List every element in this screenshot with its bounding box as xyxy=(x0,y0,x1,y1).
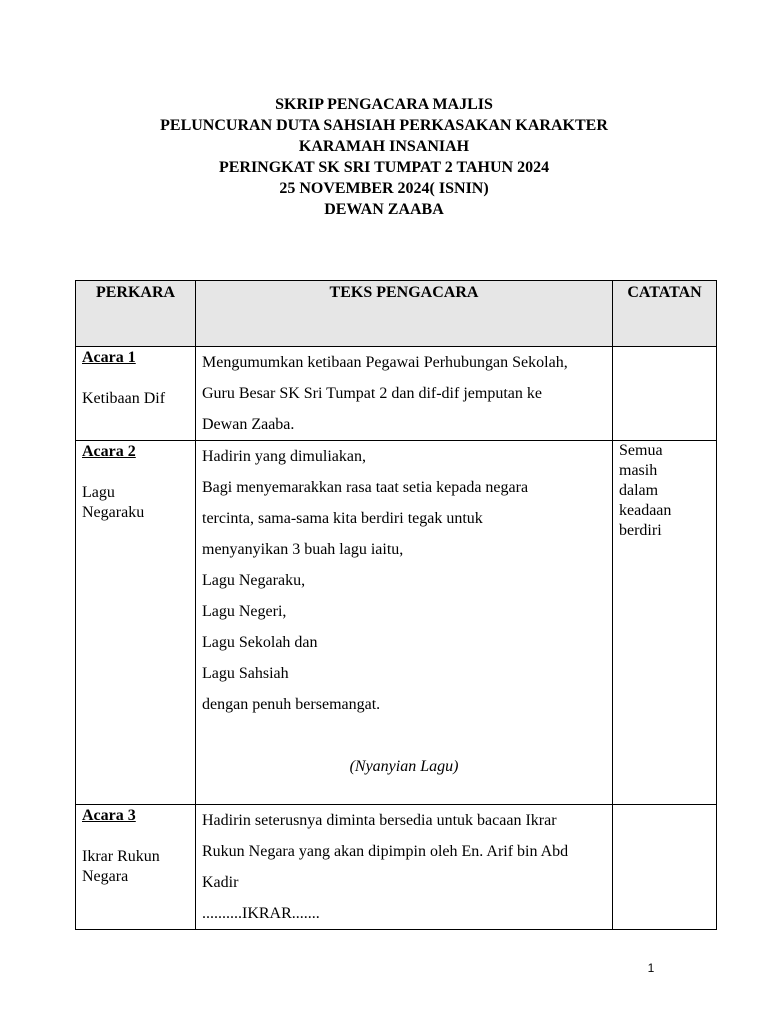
catatan-cell xyxy=(613,347,717,441)
table-header-row xyxy=(76,281,717,347)
teks-line: Bagi menyemarakkan rasa taat setia kepada negara xyxy=(202,479,529,496)
table-row xyxy=(76,441,717,805)
column-header-perkara: PERKARA xyxy=(76,281,196,347)
acara-name: Ketibaan Dif xyxy=(82,390,166,407)
table-row xyxy=(76,805,717,930)
teks-line: Lagu Sahsiah xyxy=(202,665,289,682)
acara-name: Ikrar Rukun xyxy=(82,848,160,865)
perkara-cell xyxy=(76,805,196,930)
title-line: DEWAN ZAABA xyxy=(324,201,444,218)
teks-line: Lagu Sekolah dan xyxy=(202,634,318,651)
teks-cell xyxy=(196,347,613,441)
stage-direction: (Nyanyian Lagu) xyxy=(349,758,459,775)
catatan-cell xyxy=(613,441,717,805)
teks-line: Hadirin seterusnya diminta bersedia untuk bacaan Ikrar xyxy=(202,812,557,829)
teks-line: Dewan Zaaba. xyxy=(202,416,295,433)
teks-line: Rukun Negara yang akan dipimpin oleh En. Arif bin Abd xyxy=(202,843,569,860)
catatan-line: berdiri xyxy=(619,522,662,539)
perkara-cell xyxy=(76,347,196,441)
catatan-line: Semua xyxy=(619,442,663,459)
title-line: PERINGKAT SK SRI TUMPAT 2 TAHUN 2024 xyxy=(218,159,550,176)
column-header-teks-pengacara: TEKS PENGACARA xyxy=(196,281,613,347)
acara-label: Acara 1 xyxy=(82,349,136,366)
teks-line: menyanyikan 3 buah lagu iaitu, xyxy=(202,541,404,558)
acara-name: Negara xyxy=(82,868,129,885)
title-line: KARAMAH INSANIAH xyxy=(298,138,470,155)
title-line: SKRIP PENGACARA MAJLIS xyxy=(275,96,493,113)
teks-line: Lagu Negeri, xyxy=(202,603,287,620)
teks-line: ..........IKRAR....... xyxy=(202,905,320,922)
title-line: 25 NOVEMBER 2024( ISNIN) xyxy=(279,180,489,197)
table-row xyxy=(76,347,717,441)
acara-label: Acara 2 xyxy=(82,443,136,460)
script-table xyxy=(75,280,717,930)
teks-line: Hadirin yang dimuliakan, xyxy=(202,448,366,465)
perkara-cell xyxy=(76,441,196,805)
catatan-cell xyxy=(613,805,717,930)
teks-line: Lagu Negaraku, xyxy=(202,572,306,589)
teks-cell xyxy=(196,441,613,805)
acara-label: Acara 3 xyxy=(82,807,136,824)
catatan-line: masih xyxy=(619,462,658,479)
teks-line: dengan penuh bersemangat. xyxy=(202,696,381,713)
title-line: PELUNCURAN DUTA SAHSIAH PERKASAKAN KARAKTER xyxy=(160,117,608,134)
teks-line: tercinta, sama-sama kita berdiri tegak untuk xyxy=(202,510,483,527)
acara-name: Lagu xyxy=(82,484,115,501)
page-number: 1 xyxy=(647,961,655,975)
teks-cell xyxy=(196,805,613,930)
acara-name: Negaraku xyxy=(82,504,145,521)
teks-line: Guru Besar SK Sri Tumpat 2 dan dif-dif jemputan ke xyxy=(202,385,542,402)
document-title xyxy=(0,94,768,220)
catatan-line: dalam xyxy=(619,482,659,499)
catatan-line: keadaan xyxy=(619,502,672,519)
teks-line: Mengumumkan ketibaan Pegawai Perhubungan Sekolah, xyxy=(202,354,568,371)
teks-line: Kadir xyxy=(202,874,239,891)
column-header-catatan: CATATAN xyxy=(613,281,717,347)
